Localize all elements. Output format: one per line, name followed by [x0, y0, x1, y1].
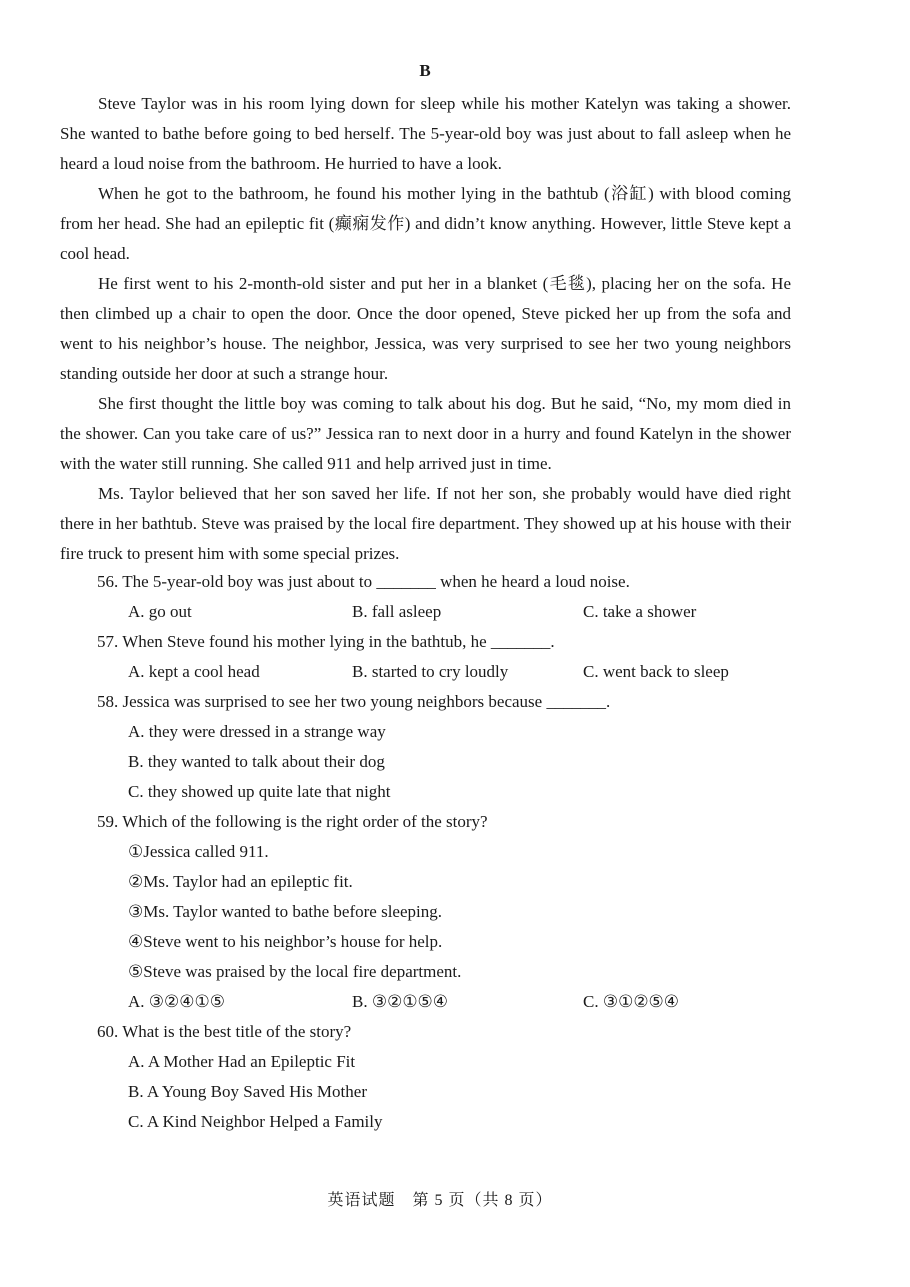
passage-paragraph: Ms. Taylor believed that her son saved her life. If not her son, she probably would have died right there in her bathtub. Steve was praised by the local fire department. They showed up at his house with their fire truck to present him with some special prizes. — [60, 484, 791, 563]
option-c: C. A Kind Neighbor Helped a Family — [128, 1112, 383, 1131]
story-event: ①Jessica called 911. — [128, 842, 269, 861]
question-59 — [97, 807, 797, 1017]
option-c: C. they showed up quite late that night — [128, 782, 391, 801]
story-event: ③Ms. Taylor wanted to bathe before sleeping. — [128, 902, 442, 921]
question-stem: 58. Jessica was surprised to see her two young neighbors because _______. — [97, 692, 611, 711]
question-stem: 60. What is the best title of the story? — [97, 1022, 352, 1041]
option-b: B. fall asleep — [352, 602, 442, 621]
page-footer: 英语试题 第 5 页（共 8 页） — [327, 1192, 553, 1209]
option-row — [128, 597, 797, 627]
option-a: A. go out — [128, 602, 192, 621]
section-title: B — [419, 61, 431, 80]
question-60 — [97, 1017, 797, 1137]
option-c: C. take a shower — [583, 602, 697, 621]
question-56 — [97, 567, 797, 627]
question-list — [97, 567, 797, 1137]
question-stem: 59. Which of the following is the right order of the story? — [97, 812, 488, 831]
option-b: B. they wanted to talk about their dog — [128, 752, 385, 771]
option-row — [128, 657, 797, 687]
question-stem: 56. The 5-year-old boy was just about to _______ when he heard a loud noise. — [97, 572, 630, 591]
passage-paragraph: When he got to the bathroom, he found his mother lying in the bathtub (浴缸) with blood coming from her head. She had an epileptic fit (癫痫发作) and didn’t know anything. However, little Steve kept a cool head. — [60, 184, 791, 263]
option-c: C. went back to sleep — [583, 662, 729, 681]
passage-paragraph: He first went to his 2-month-old sister and put her in a blanket (毛毯), placing her on the sofa. He then climbed up a chair to open the door. Once the door opened, Steve picked her up from the sofa and went to his neighbor’s house. The neighbor, Jessica, was very surprised to see her two young neighbors standing outside her door at such a strange hour. — [60, 274, 791, 383]
question-stem: 57. When Steve found his mother lying in the bathtub, he _______. — [97, 632, 555, 651]
option-a: A. ③②④①⑤ — [128, 992, 225, 1011]
question-58 — [97, 687, 797, 807]
story-event: ②Ms. Taylor had an epileptic fit. — [128, 872, 353, 891]
option-b: B. A Young Boy Saved His Mother — [128, 1082, 367, 1101]
story-event: ④Steve went to his neighbor’s house for help. — [128, 932, 443, 951]
question-57 — [97, 627, 797, 687]
option-a: A. kept a cool head — [128, 662, 260, 681]
passage-paragraph: She first thought the little boy was coming to talk about his dog. But he said, “No, my mom died in the shower. Can you take care of us?” Jessica ran to next door in a hurry and found Katelyn in the shower with the water still running. She called 911 and help arrived just in time. — [60, 394, 791, 473]
story-event: ⑤Steve was praised by the local fire department. — [128, 962, 462, 981]
option-c: C. ③①②⑤④ — [583, 992, 680, 1011]
option-b: B. started to cry loudly — [352, 662, 509, 681]
reading-passage — [60, 89, 791, 569]
option-a: A. A Mother Had an Epileptic Fit — [128, 1052, 356, 1071]
option-a: A. they were dressed in a strange way — [128, 722, 386, 741]
option-b: B. ③②①⑤④ — [352, 992, 449, 1011]
option-row — [128, 987, 797, 1017]
passage-paragraph: Steve Taylor was in his room lying down for sleep while his mother Katelyn was taking a shower. She wanted to bathe before going to bed herself. The 5-year-old boy was just about to fall asleep when he heard a loud noise from the bathroom. He hurried to have a look. — [60, 94, 791, 173]
